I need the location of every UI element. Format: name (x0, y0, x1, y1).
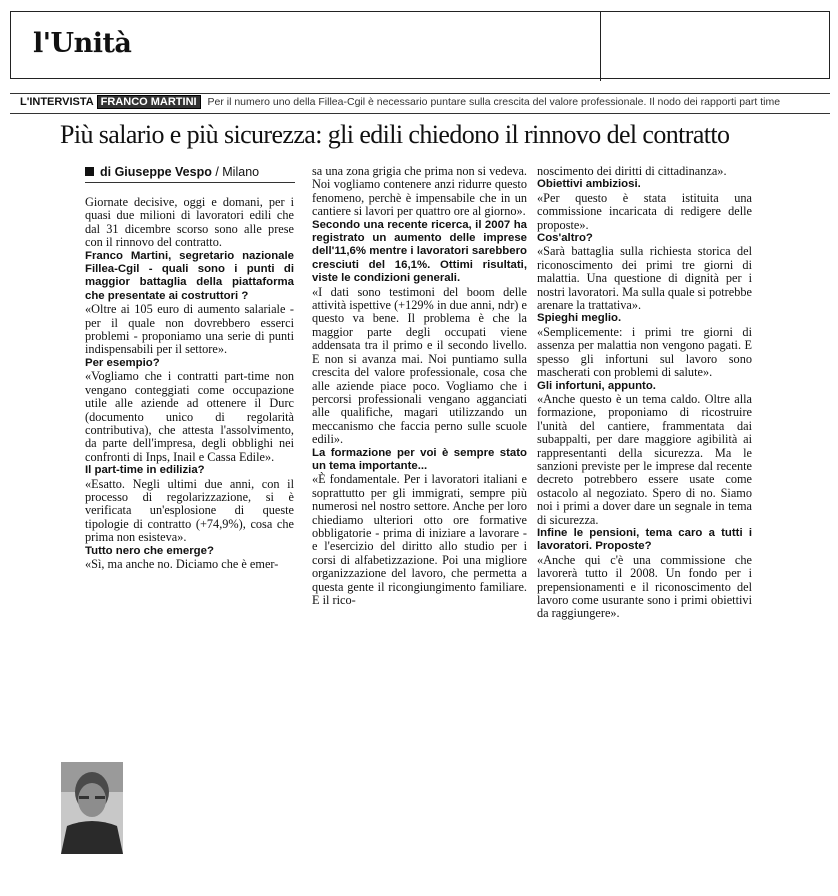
kicker (20, 96, 832, 112)
divider (10, 113, 830, 114)
interview-question: Per esempio? (85, 356, 160, 369)
interview-question: Infine le pensioni, tema caro a tutti i lavoratori. Proposte? (537, 526, 752, 553)
divider (85, 182, 295, 183)
divider (10, 93, 830, 94)
interview-question: Spieghi meglio. (537, 312, 622, 325)
interview-question: Cos'altro? (537, 232, 593, 245)
byline (85, 165, 295, 179)
article-column-1 (85, 196, 294, 571)
newspaper-logo: l'Unità (33, 28, 132, 59)
interview-question: Franco Martini, segretario nazionale Fillea-Cgil - quali sono i punti di maggior battaglia della piattaforma che presentate ai costruttori ? (85, 249, 294, 302)
interview-question: La formazione per voi è sempre stato un tema importante... (312, 446, 527, 472)
article-paragraph: «Anche questo è un tema caldo. Oltre alla formazione, proponiamo di ricostruire l'unità del cantiere, frammentata dai subappalti, per dare maggiore agibilità ai rappresentanti della sicurezza. Ma le sanzioni previste per le imprese dal recente decreto potrebbero essere usate come ostacolo al negoziato. Spero di no. Siamo noi i primi a dover dare un segnale in tema di sicurezza. (537, 391, 752, 527)
article-paragraph: «Esatto. Negli ultimi due anni, con il processo di regolarizzazione, si è verificata un'esplosione di queste tipologie di contratto (+74,9%), cosa che prima non esisteva». (85, 476, 294, 545)
square-bullet-icon (85, 167, 94, 176)
interview-question: Tutto nero che emerge? (85, 544, 214, 557)
article-paragraph: Giornate decisive, oggi e domani, per i quasi due milioni di lavoratori edili che dal 31 dicembre scorso sono alle prese con il rinnovo del contratto. (85, 195, 294, 250)
article-paragraph: «È fondamentale. Per i lavoratori italiani e soprattutto per gli immigrati, sempre più numerosi nel nostro settore. Anche per loro chiediamo ulteriori otto ore formative obbligatorie - prima di iniziare a lavorare - e l'esercizio del diritto allo studio per i corsi di alfabetizzazione. Poi una migliore organizzazione del lavoro, che permetta a questa gente il ricongiungimento familiare. E il rico- (312, 472, 527, 607)
kicker-text: Per il numero uno della Fillea-Cgil è necessario puntare sulla crescita del valore professionale. Il nodo dei rapporti part time (207, 96, 781, 108)
interview-question: Gli infortuni, appunto. (537, 379, 656, 392)
author-photo (61, 762, 123, 854)
interview-question: Il part-time in edilizia? (85, 464, 205, 477)
headline: Più salario e più sicurezza: gli edili chiedono il rinnovo del contratto (60, 120, 730, 149)
article-paragraph: «Anche qui c'è una commissione che lavorerà tutto il 2008. Un fondo per i prepensionamenti e il riconoscimento del lavoro come usurante sono i primi obiettivi da raggiungere». (537, 552, 752, 621)
article-paragraph: sa una zona grigia che prima non si vedeva. Noi vogliamo contenere anzi ridurre questo fenomeno, perchè è impensabile che in un cantiere si lavori per quattro ore al giorno». (312, 164, 527, 219)
kicker-label: L'INTERVISTA (20, 96, 94, 108)
kicker-name: FRANCO MARTINI (97, 95, 201, 109)
article-paragraph: «Oltre ai 105 euro di aumento salariale - per il quale non dovrebbero esserci problemi - proponiamo una serie di punti indispensabili per il settore». (85, 302, 294, 357)
masthead (10, 11, 830, 79)
article-paragraph: noscimento dei diritti di cittadinanza». (537, 164, 727, 178)
article-paragraph: «Vogliamo che i contratti part-time non vengano conteggiati come occupazione utile alle aziende ad ottenere il Durc (documento unico di regolarità contributiva), che attesta l'assolvimento, da parte dell'impresa, degli obblighi nei confronti di Inps, Inail e Cassa Edile». (85, 369, 294, 464)
byline-place: / Milano (215, 165, 260, 179)
article-paragraph: «Semplicemente: i primi tre giorni di assenza per malattia non vengono pagati. E spesso gli infortuni sul lavoro sono mascherati con problemi di salute». (537, 324, 752, 380)
article-paragraph: «Per questo è stata istituita una commissione incaricata di redigere delle proposte». (537, 190, 752, 232)
interview-question: Secondo una recente ricerca, il 2007 ha registrato un aumento delle imprese dell'11,6% mentre i lavoratori sarebbero cresciuti del 16,1%. Ottimi risultati, viste le condizioni generali. (312, 218, 527, 285)
article-column-2 (312, 165, 527, 607)
article-paragraph: «Sarà battaglia sulla richiesta storica del riconoscimento dei primi tre giorni di malattia. Una questione di dignità per i nostri lavoratori. Ma sulla quale si potrebbe arenare la trattativa». (537, 244, 752, 313)
interview-question: Obiettivi ambiziosi. (537, 178, 641, 191)
article-paragraph: «Sì, ma anche no. Diciamo che è emer- (85, 556, 279, 571)
article-paragraph: «I dati sono testimoni del boom delle attività ispettive (+129% in due anni, ndr) e questo va bene. Il problema è che la maggior parte degli occupati viene addensata tra il primo e il secondo livello. E non si avanza mai. Noi puntiamo sulla crescita del valore professionale, cosa che alle aziende piace poco. Vogliamo che i percorsi professionali vengano agganciati alle qualifiche, magari utilizzando un meccanismo che faccia perno sulle scuole edili». (312, 284, 527, 447)
article-column-3 (537, 165, 752, 621)
byline-author: di Giuseppe Vespo (100, 165, 212, 179)
